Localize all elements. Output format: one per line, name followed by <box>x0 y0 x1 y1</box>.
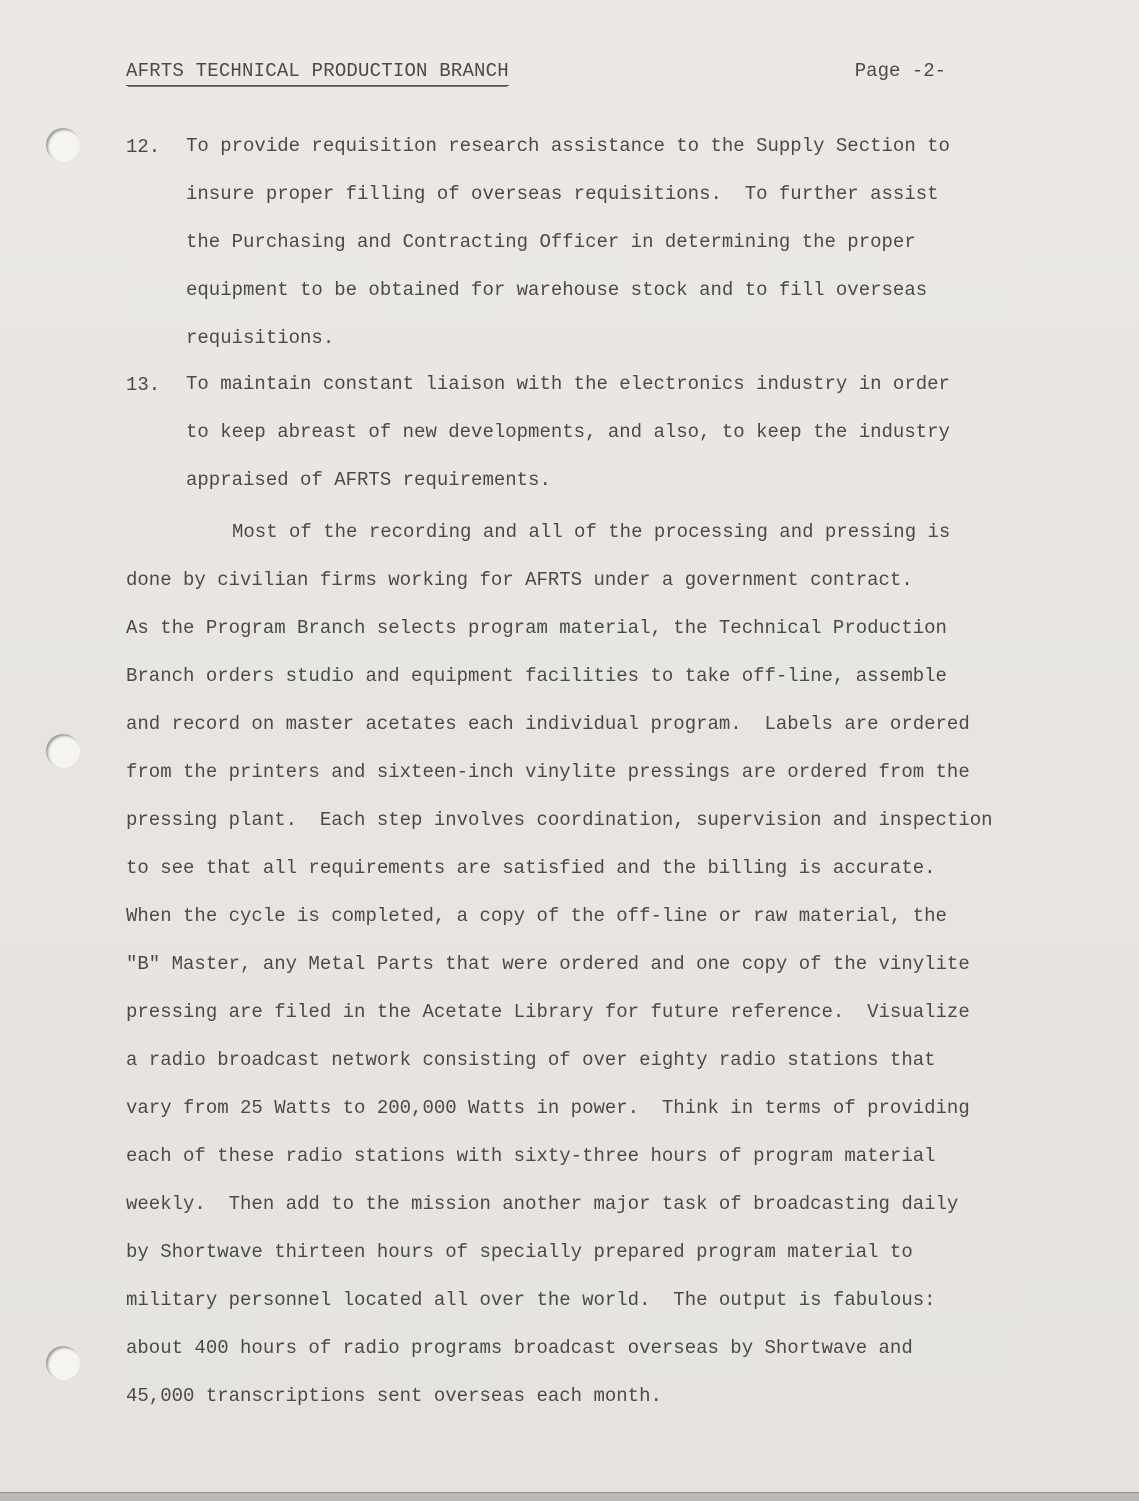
text-line: Branch orders studio and equipment facilities to take off-line, assemble <box>126 665 947 687</box>
item-number: 12. <box>126 136 161 158</box>
page-number: Page -2- <box>854 60 946 82</box>
text-line: insure proper filling of overseas requisitions. To further assist <box>186 183 939 205</box>
text-line: To maintain constant liaison with the electronics industry in order <box>186 373 950 395</box>
text-line: to keep abreast of new developments, and also, to keep the industry <box>186 421 950 443</box>
text-line: requisitions. <box>186 327 335 349</box>
text-line: As the Program Branch selects program material, the Technical Production <box>126 617 947 639</box>
text-line: appraised of AFRTS requirements. <box>186 469 551 491</box>
text-line: done by civilian firms working for AFRTS under a government contract. <box>126 569 913 591</box>
text-line: each of these radio stations with sixty-three hours of program material <box>126 1145 936 1167</box>
header-title: AFRTS TECHNICAL PRODUCTION BRANCH <box>126 60 509 86</box>
text-line: weekly. Then add to the mission another major task of broadcasting daily <box>126 1193 959 1215</box>
text-line: by Shortwave thirteen hours of specially prepared program material to <box>126 1241 913 1263</box>
text-line: pressing are filed in the Acetate Library for future reference. Visualize <box>126 1001 970 1023</box>
text-line: military personnel located all over the world. The output is fabulous: <box>126 1289 936 1311</box>
text-line: vary from 25 Watts to 200,000 Watts in power. Think in terms of providing <box>126 1097 970 1119</box>
text-line: 45,000 transcriptions sent overseas each month. <box>126 1385 662 1407</box>
text-line: and record on master acetates each individual program. Labels are ordered <box>126 713 970 735</box>
punch-hole-top <box>46 128 80 162</box>
item-text <box>186 360 1006 504</box>
text-line: Most of the recording and all of the processing and pressing is <box>232 521 951 543</box>
text-line: equipment to be obtained for warehouse stock and to fill overseas <box>186 279 928 301</box>
text-line: the Purchasing and Contracting Officer in determining the proper <box>186 231 916 253</box>
text-line: from the printers and sixteen-inch vinylite pressings are ordered from the <box>126 761 970 783</box>
text-line: pressing plant. Each step involves coordination, supervision and inspection <box>126 809 993 831</box>
punch-hole-middle <box>46 734 80 768</box>
text-line: When the cycle is completed, a copy of the off-line or raw material, the <box>126 905 947 927</box>
body-paragraph <box>126 508 1046 1420</box>
text-line: to see that all requirements are satisfied and the billing is accurate. <box>126 857 936 879</box>
text-line: "B" Master, any Metal Parts that were ordered and one copy of the vinylite <box>126 953 970 975</box>
item-number: 13. <box>126 374 161 396</box>
page-header <box>126 60 946 90</box>
text-line: To provide requisition research assistance to the Supply Section to <box>186 135 950 157</box>
item-text <box>186 122 1006 362</box>
text-line: about 400 hours of radio programs broadcast overseas by Shortwave and <box>126 1337 913 1359</box>
punch-hole-bottom <box>46 1346 80 1380</box>
text-line: a radio broadcast network consisting of over eighty radio stations that <box>126 1049 936 1071</box>
